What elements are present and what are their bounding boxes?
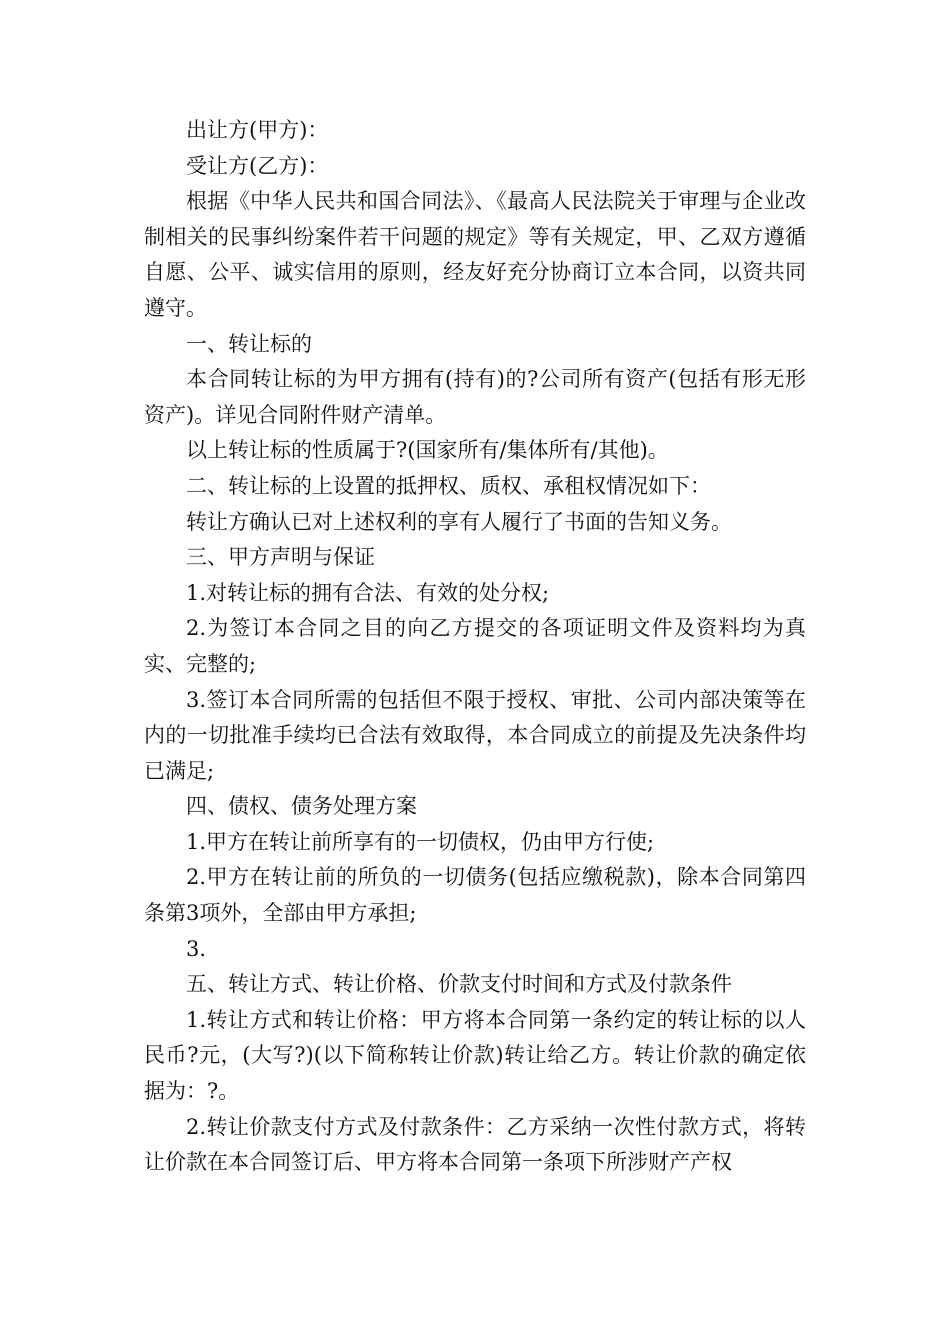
preamble-paragraph: 根据《中华人民共和国合同法》、《最高人民法院关于审理与企业改制相关的民事纠纷案件若干问题的规定》等有关规定，甲、乙双方遵循自愿、公平、诚实信用的原则，经友好充分协商订立本合同，以资共同遵守。: [144, 189, 806, 320]
party-a-line: 出让方(甲方)：: [186, 118, 329, 142]
list-item: 1.甲方在转让前所享有的一切债权，仍由甲方行使;: [186, 829, 655, 854]
body-paragraph: 以上转让标的性质属于?(国家所有/集体所有/其他)。: [186, 438, 669, 463]
list-item: 1.转让方式和转让价格：甲方将本合同第一条约定的转让标的以人民币?元，(大写?)(以下简称转让价款)转让给乙方。转让价款的确定依据为：?。: [144, 1007, 806, 1104]
list-item: 3.签订本合同所需的包括但不限于授权、审批、公司内部决策等在内的一切批准手续均已合法有效取得，本合同成立的前提及先决条件均已满足;: [144, 687, 806, 783]
section-heading-4: 四、债权、债务处理方案: [186, 794, 417, 819]
body-paragraph: 转让方确认已对上述权利的享有人履行了书面的告知义务。: [186, 509, 732, 534]
list-item: 3.: [186, 936, 207, 961]
document-body: [144, 113, 806, 1181]
body-paragraph: 本合同转让标的为甲方拥有(持有)的?公司所有资产(包括有形无形资产)。详见合同附件财产清单。: [144, 367, 806, 427]
section-heading-2: 二、转让标的上设置的抵押权、质权、承租权情况如下：: [186, 473, 711, 498]
section-heading-5: 五、转让方式、转让价格、价款支付时间和方式及付款条件: [186, 972, 732, 997]
list-item: 2.为签订本合同之目的向乙方提交的各项证明文件及资料均为真实、完整的;: [144, 616, 806, 676]
section-heading-3: 三、甲方声明与保证: [186, 545, 375, 570]
list-item: 1.对转让标的拥有合法、有效的处分权;: [186, 580, 550, 605]
list-item: 2.甲方在转让前的所负的一切债务(包括应缴税款)，除本合同第四条第3项外，全部由甲方承担;: [144, 865, 806, 926]
list-item: 2.转让价款支付方式及付款条件：乙方采纳一次性付款方式，将转让价款在本合同签订后、甲方将本合同第一条项下所涉财产产权: [144, 1114, 806, 1175]
party-b-line: 受让方(乙方)：: [186, 153, 329, 178]
section-heading-1: 一、转让标的: [186, 331, 312, 356]
